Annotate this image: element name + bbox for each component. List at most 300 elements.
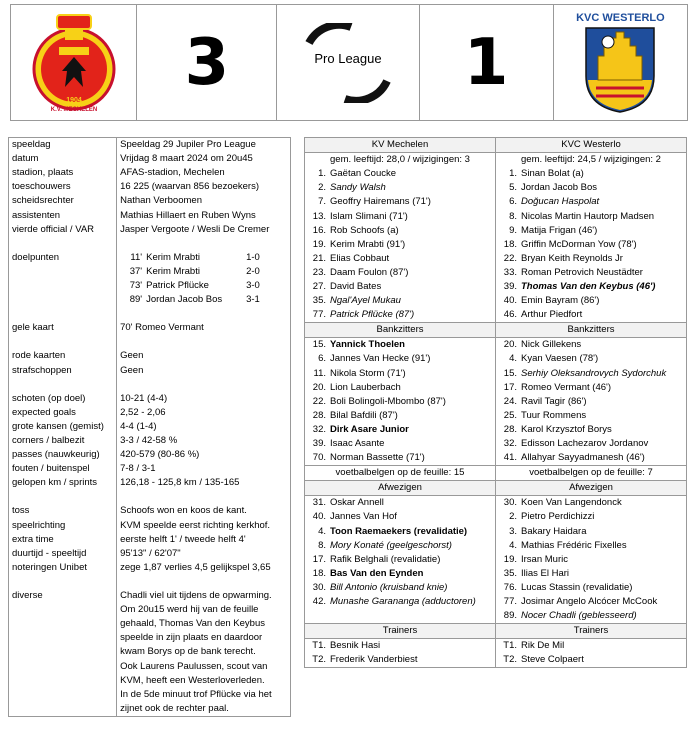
shirt-number: 15. <box>312 339 326 351</box>
value-kansen: 4-4 (1-4) <box>120 420 157 432</box>
player-name: Patrick Pflücke (87') <box>330 309 415 321</box>
label-duurtijd: duurtijd - speeltijd <box>9 547 117 561</box>
absent-label-away: Afwezigen <box>496 481 687 496</box>
label-rode: rode kaarten <box>9 349 117 363</box>
player-row <box>305 595 687 609</box>
label-gele: gele kaart <box>9 321 117 335</box>
lineup-table <box>304 137 687 668</box>
shirt-number: 6. <box>318 353 326 365</box>
label-diverse: diverse <box>9 589 117 603</box>
player-name: Bryan Keith Reynolds Jr <box>521 252 623 264</box>
shirt-number: 17. <box>312 553 326 565</box>
home-player-cell <box>305 308 496 323</box>
trainers-label-home: Trainers <box>305 624 496 639</box>
shirt-number: 4. <box>509 353 517 365</box>
home-player-cell <box>305 525 496 539</box>
away-player-cell <box>496 367 687 381</box>
info-row-speelrichting <box>9 519 291 533</box>
info-row-toeschouwers <box>9 180 291 194</box>
starters-section <box>305 167 687 323</box>
player-name: Karol Krzysztof Borys <box>521 423 612 435</box>
player-name: Nick Gillekens <box>521 339 582 351</box>
player-row <box>305 639 687 654</box>
away-player-cell <box>496 252 687 266</box>
shirt-number: 42. <box>312 596 326 608</box>
away-player-cell <box>496 525 687 539</box>
home-player-cell <box>305 195 496 209</box>
goal-player: Kerim Mrabti <box>146 251 200 263</box>
player-row <box>305 567 687 581</box>
player-name: Jannes Van Hecke (91') <box>330 353 431 365</box>
info-row-assistenten <box>9 208 291 222</box>
label-kansen: grote kansen (gemist) <box>9 420 117 434</box>
player-name: Besnik Hasi <box>330 640 381 652</box>
shirt-number: 39. <box>312 438 326 450</box>
home-player-cell <box>305 280 496 294</box>
away-player-cell <box>496 423 687 437</box>
player-row <box>305 653 687 668</box>
away-player-cell <box>496 539 687 553</box>
away-age: gem. leeftijd: 24,5 / wijzigingen: 2 <box>496 153 687 168</box>
player-row <box>305 209 687 223</box>
away-player-cell <box>496 238 687 252</box>
trainers-section <box>305 639 687 668</box>
shirt-number: 1. <box>509 168 517 180</box>
player-name: Toon Raemaekers (revalidatie) <box>330 525 468 537</box>
league-logo-text: Pro League <box>314 50 382 66</box>
goal-score: 3-0 <box>246 279 260 291</box>
info-row-straf <box>9 364 291 378</box>
shirt-number: 39. <box>503 280 517 292</box>
shirt-number: 19. <box>312 238 326 250</box>
player-row <box>305 252 687 266</box>
home-player-cell <box>305 609 496 624</box>
label-unibet: noteringen Unibet <box>9 561 117 575</box>
player-name: Bilal Bafdili (87') <box>330 409 398 421</box>
shirt-number: 17. <box>503 381 517 393</box>
player-name: Emin Bayram (86') <box>521 295 600 307</box>
diverse-row <box>9 702 291 717</box>
home-player-cell <box>305 294 496 308</box>
player-name: Nicolas Martin Hautorp Madsen <box>521 210 655 222</box>
shirt-number: 18. <box>503 238 517 250</box>
bench-label-home: Bankzitters <box>305 323 496 338</box>
player-name: Doğucan Haspolat <box>521 196 600 208</box>
goal-score: 2-0 <box>246 265 260 277</box>
info-row-datum <box>9 152 291 166</box>
player-row <box>305 423 687 437</box>
value-gele: 70' Romeo Vermant <box>120 322 204 334</box>
player-name: Edisson Lachezarov Jordanov <box>521 438 649 450</box>
label-straf: strafschoppen <box>9 364 117 378</box>
player-name: Lucas Stassin (revalidatie) <box>521 581 633 593</box>
player-name: Ilias El Hari <box>521 567 570 579</box>
home-player-cell <box>305 409 496 423</box>
goal-player: Jordan Jacob Bos <box>146 294 223 306</box>
shirt-number: 20. <box>312 381 326 393</box>
goal-player: Kerim Mrabti <box>146 265 200 277</box>
feuille-row <box>305 466 687 481</box>
shirt-number: 32. <box>503 438 517 450</box>
value-km: 126,18 - 125,8 km / 135-165 <box>120 477 240 489</box>
shirt-number: 23. <box>312 266 326 278</box>
value-xg: 2,52 - 2,06 <box>120 406 166 418</box>
shirt-number: 2. <box>509 511 517 523</box>
home-feuille: voetbalbelgen op de feuille: 15 <box>305 466 496 481</box>
info-row-gele <box>9 321 291 335</box>
home-player-cell <box>305 423 496 437</box>
away-player-cell <box>496 409 687 423</box>
away-logo-text: KVC WESTERLO <box>576 11 665 24</box>
player-name: Lion Lauberbach <box>330 381 401 393</box>
value-fouten: 7-8 / 3-1 <box>120 463 156 475</box>
home-player-cell <box>305 266 496 280</box>
home-player-cell <box>305 653 496 668</box>
home-logo-text: K.V. MECHELEN <box>50 106 97 113</box>
player-row <box>305 367 687 381</box>
goal-minute: 11' <box>130 251 143 263</box>
shirt-number: 76. <box>503 581 517 593</box>
player-row <box>305 338 687 353</box>
home-age: gem. leeftijd: 28,0 / wijzigingen: 3 <box>330 154 470 166</box>
away-player-cell <box>496 195 687 209</box>
svg-text:1904: 1904 <box>65 96 82 104</box>
diverse-line: gehaald, Thomas Van den Keybus <box>120 618 265 630</box>
age-row <box>305 153 687 168</box>
player-row <box>305 409 687 423</box>
player-name: Allahyar Sayyadmanesh (46') <box>521 452 645 464</box>
diverse-row <box>9 631 291 645</box>
value-schoten: 10-21 (4-4) <box>120 392 168 404</box>
shirt-number: 77. <box>312 309 326 321</box>
shirt-number: 4. <box>318 525 326 537</box>
shirt-number: T1. <box>312 640 326 652</box>
player-name: Serhiy Oleksandrovych Sydorchuk <box>521 367 667 379</box>
label-assistenten: assistenten <box>9 208 117 222</box>
away-player-cell <box>496 639 687 654</box>
label-speelrichting: speelrichting <box>9 519 117 533</box>
home-player-cell <box>305 352 496 366</box>
player-row <box>305 266 687 280</box>
shirt-number: 6. <box>509 196 517 208</box>
info-row-extra <box>9 533 291 547</box>
player-name: Sinan Bolat (a) <box>521 168 584 180</box>
absent-label-home: Afwezigen <box>305 481 496 496</box>
player-row <box>305 195 687 209</box>
league-logo-cell <box>277 5 419 120</box>
match-info-table <box>8 137 291 717</box>
shirt-number: 19. <box>503 553 517 565</box>
shirt-number: 30. <box>312 581 326 593</box>
info-row-rode <box>9 349 291 363</box>
label-doelpunten: doelpunten <box>9 251 117 265</box>
goal-row <box>9 265 291 279</box>
player-row <box>305 553 687 567</box>
away-player-cell <box>496 581 687 595</box>
info-row-km <box>9 476 291 490</box>
shirt-number: 18. <box>312 567 326 579</box>
shirt-number: 1. <box>318 168 326 180</box>
shirt-number: 28. <box>503 423 517 435</box>
player-name: Bas Van den Eynden <box>330 567 424 579</box>
diverse-line: KVM, heeft een Westerloverleden. <box>120 674 265 686</box>
player-name: Yannick Thoelen <box>330 339 405 351</box>
diverse-row <box>9 589 291 603</box>
player-row <box>305 352 687 366</box>
shirt-number: 25. <box>503 409 517 421</box>
trainers-header-row <box>305 624 687 639</box>
goal-row <box>9 279 291 293</box>
absent-section <box>305 496 687 624</box>
shirt-number: 70. <box>312 452 326 464</box>
value-scheidsrechter: Nathan Verboomen <box>120 195 202 207</box>
away-player-cell <box>496 224 687 238</box>
away-player-cell <box>496 595 687 609</box>
info-row-duurtijd <box>9 547 291 561</box>
info-row-unibet <box>9 561 291 575</box>
home-score-cell <box>137 5 277 120</box>
home-player-cell <box>305 437 496 451</box>
shirt-number: T2. <box>312 654 326 666</box>
player-row <box>305 280 687 294</box>
shirt-number: 31. <box>312 497 326 509</box>
value-toeschouwers: 16 225 (waarvan 856 bezoekers) <box>120 181 260 193</box>
value-vierde: Jasper Vergoote / Wesli De Cremer <box>120 223 270 235</box>
value-duurtijd: 95'13" / 62'07" <box>120 547 181 559</box>
goal-minute: 37' <box>129 265 143 277</box>
away-player-cell <box>496 496 687 511</box>
shirt-number: T2. <box>503 654 517 666</box>
player-name: Norman Bassette (71') <box>330 452 425 464</box>
shirt-number: 35. <box>503 567 517 579</box>
info-row-kansen <box>9 420 291 434</box>
player-name: Boli Bolingoli-Mbombo (87') <box>330 395 446 407</box>
player-name: Gaëtan Coucke <box>330 168 397 180</box>
player-name: Elias Cobbaut <box>330 252 390 264</box>
away-logo-cell <box>554 5 687 120</box>
player-row <box>305 181 687 195</box>
shirt-number: 27. <box>312 280 326 292</box>
diverse-line: speelde in zijn plaats en daardoor <box>120 632 263 644</box>
away-score-cell <box>420 5 554 120</box>
home-player-cell <box>305 639 496 654</box>
player-name: Mory Konaté (geelgeschorst) <box>330 539 452 551</box>
home-player-cell <box>305 553 496 567</box>
label-corners: corners / balbezit <box>9 434 117 448</box>
info-row-speeldag <box>9 138 291 153</box>
shirt-number: 3. <box>509 525 517 537</box>
player-row <box>305 539 687 553</box>
info-row-xg <box>9 406 291 420</box>
player-name: Steve Colpaert <box>521 654 584 666</box>
diverse-row <box>9 645 291 659</box>
home-player-cell <box>305 567 496 581</box>
player-name: Isaac Asante <box>330 438 385 450</box>
away-feuille: voetbalbelgen op de feuille: 7 <box>496 466 687 481</box>
diverse-row <box>9 688 291 702</box>
value-corners: 3-3 / 42-58 % <box>120 435 178 447</box>
player-name: Tuur Rommens <box>521 409 587 421</box>
player-row <box>305 437 687 451</box>
shirt-number: 46. <box>503 309 517 321</box>
away-player-cell <box>496 181 687 195</box>
trainers-label-away: Trainers <box>496 624 687 639</box>
shirt-number: T1. <box>503 640 517 652</box>
value-extra: eerste helft 1' / tweede helft 4' <box>120 533 246 545</box>
shirt-number: 30. <box>503 497 517 509</box>
shirt-number: 8. <box>318 539 326 551</box>
home-player-cell <box>305 367 496 381</box>
away-player-cell <box>496 352 687 366</box>
shirt-number: 8. <box>509 210 517 222</box>
label-toeschouwers: toeschouwers <box>9 180 117 194</box>
shirt-number: 4. <box>509 539 517 551</box>
player-name: Koen Van Langendonck <box>521 497 622 509</box>
player-name: Sandy Walsh <box>330 182 386 194</box>
home-score: 3 <box>184 25 230 100</box>
pro-league-logo <box>303 23 393 103</box>
shirt-number: 32. <box>312 423 326 435</box>
player-name: Kyan Vaesen (78') <box>521 353 599 365</box>
kv-mechelen-logo <box>29 11 119 115</box>
value-speelrichting: KVM speelde eerst richting kerkhof. <box>120 519 271 531</box>
player-name: Roman Petrovich Neustädter <box>521 266 643 278</box>
home-player-cell <box>305 381 496 395</box>
home-player-cell <box>305 224 496 238</box>
shirt-number: 2. <box>318 182 326 194</box>
home-player-cell <box>305 510 496 524</box>
home-player-cell <box>305 252 496 266</box>
away-player-cell <box>496 553 687 567</box>
player-name: Ngal'Ayel Mukau <box>330 295 401 307</box>
diverse-line: kwam Borys op de bank terecht. <box>120 646 256 658</box>
player-row <box>305 167 687 181</box>
bench-header-row <box>305 323 687 338</box>
value-rode: Geen <box>120 350 144 362</box>
shirt-number: 33. <box>503 266 517 278</box>
player-row <box>305 308 687 323</box>
info-row-toss <box>9 504 291 518</box>
player-row <box>305 395 687 409</box>
value-straf: Geen <box>120 364 144 376</box>
home-team-name: KV Mechelen <box>305 138 496 153</box>
info-row-passes <box>9 448 291 462</box>
home-player-cell <box>305 209 496 223</box>
goal-minute: 73' <box>129 279 143 291</box>
home-player-cell <box>305 167 496 181</box>
label-schoten: schoten (op doel) <box>9 392 117 406</box>
player-name: Rafik Belghali (revalidatie) <box>330 553 441 565</box>
value-passes: 420-579 (80-86 %) <box>120 449 200 461</box>
info-row-corners <box>9 434 291 448</box>
home-player-cell <box>305 238 496 252</box>
info-row-schoten <box>9 392 291 406</box>
player-name: Bill Antonio (kruisband knie) <box>330 581 448 593</box>
player-row <box>305 381 687 395</box>
home-player-cell <box>305 395 496 409</box>
home-player-cell <box>305 181 496 195</box>
shirt-number: 20. <box>503 339 517 351</box>
away-player-cell <box>496 653 687 668</box>
away-player-cell <box>496 451 687 466</box>
shirt-number: 5. <box>509 182 517 194</box>
player-name: Rob Schoofs (a) <box>330 224 399 236</box>
shirt-number: 22. <box>503 252 517 264</box>
info-row-scheidsrechter <box>9 194 291 208</box>
player-name: Pietro Perdichizzi <box>521 511 595 523</box>
value-unibet: zege 1,87 verlies 4,5 gelijkspel 3,65 <box>120 561 271 573</box>
shirt-number: 89. <box>503 610 517 622</box>
player-row <box>305 238 687 252</box>
away-player-cell <box>496 395 687 409</box>
away-player-cell <box>496 338 687 353</box>
player-name: Nocer Chadli (geblesseerd) <box>521 610 637 622</box>
player-name: Ravil Tagir (86') <box>521 395 587 407</box>
player-row <box>305 496 687 511</box>
diverse-line: Chadli viel uit tijdens de opwarming. <box>120 590 272 602</box>
label-vierde: vierde official / VAR <box>9 223 117 237</box>
player-name: Romeo Vermant (46') <box>521 381 611 393</box>
player-name: Nikola Storm (71') <box>330 367 406 379</box>
diverse-row <box>9 617 291 631</box>
value-speeldag: Speeldag 29 Jupiler Pro League <box>120 139 256 151</box>
goal-score: 3-1 <box>246 294 260 306</box>
label-km: gelopen km / sprints <box>9 476 117 490</box>
player-name: Frederik Vanderbiest <box>330 654 418 666</box>
bench-section <box>305 338 687 466</box>
away-player-cell <box>496 167 687 181</box>
away-player-cell <box>496 437 687 451</box>
player-row <box>305 451 687 466</box>
shirt-number: 77. <box>503 596 517 608</box>
label-scheidsrechter: scheidsrechter <box>9 194 117 208</box>
away-player-cell <box>496 609 687 624</box>
kvc-westerlo-logo <box>584 26 656 114</box>
away-team-name: KVC Westerlo <box>496 138 687 153</box>
shirt-number: 15. <box>503 367 517 379</box>
absent-header-row <box>305 481 687 496</box>
value-toss: Schoofs won en koos de kant. <box>120 505 247 517</box>
scoreboard-header <box>10 4 688 121</box>
label-passes: passes (nauwkeurig) <box>9 448 117 462</box>
goal-row <box>9 293 291 307</box>
team-header-row <box>305 138 687 153</box>
bench-label-away: Bankzitters <box>496 323 687 338</box>
home-player-cell <box>305 338 496 353</box>
player-name: Thomas Van den Keybus (46') <box>521 280 656 292</box>
player-row <box>305 224 687 238</box>
player-name: Jannes Van Hof <box>330 511 397 523</box>
shirt-number: 28. <box>312 409 326 421</box>
player-name: Bakary Haidara <box>521 525 587 537</box>
label-speeldag: speeldag <box>9 138 117 153</box>
shirt-number: 40. <box>503 295 517 307</box>
value-datum: Vrijdag 8 maart 2024 om 20u45 <box>120 153 253 165</box>
home-player-cell <box>305 451 496 466</box>
shirt-number: 7. <box>318 196 326 208</box>
away-player-cell <box>496 209 687 223</box>
home-logo-cell <box>11 5 137 120</box>
player-name: Rik De Mil <box>521 640 565 652</box>
home-player-cell <box>305 539 496 553</box>
player-name: Geoffry Hairemans (71') <box>330 196 431 208</box>
player-name: Kerim Mrabti (91') <box>330 238 406 250</box>
shirt-number: 11. <box>313 367 326 379</box>
goal-score: 1-0 <box>246 251 260 263</box>
info-row-stadion <box>9 166 291 180</box>
shirt-number: 40. <box>312 511 326 523</box>
player-name: Oskar Annell <box>330 497 384 509</box>
